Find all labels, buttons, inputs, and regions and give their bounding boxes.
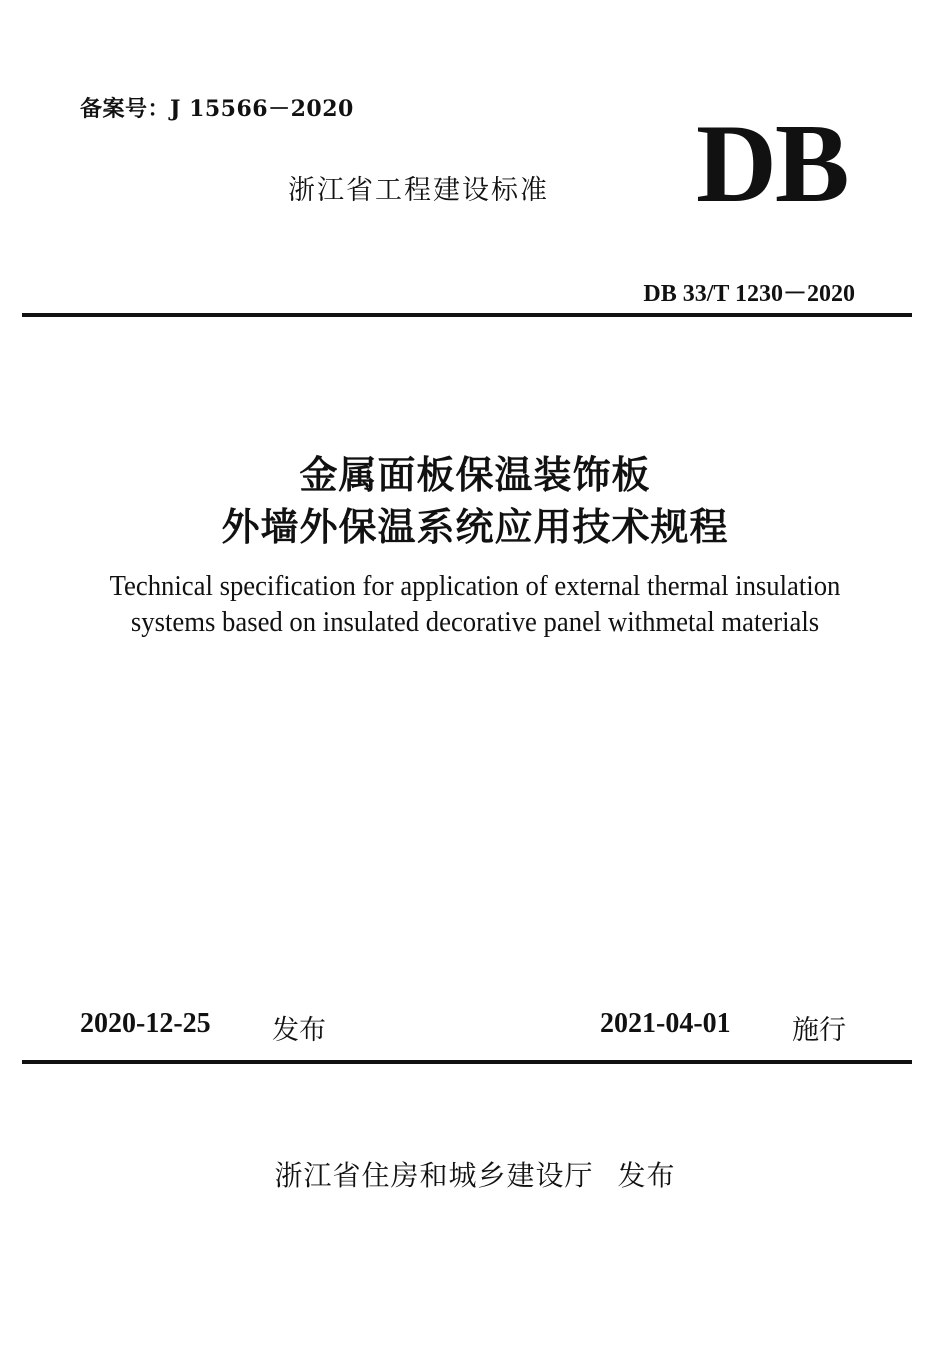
publisher-name: 浙江省住房和城乡建设厅: [274, 1159, 594, 1192]
publish-label: 发布: [617, 1159, 676, 1192]
title-en-line2: systems based on insulated decorative panel withmetal materials: [130, 606, 820, 638]
title-en-line1: Technical specification for application of external thermal insulation: [109, 570, 841, 602]
record-number: 备案号：J 15566－2020: [80, 96, 354, 122]
title-cn-line2: 外墙外保温系统应用技术规程: [221, 505, 729, 549]
top-divider: [22, 313, 912, 317]
issue-label: 发布: [272, 1015, 326, 1046]
publisher-line: [0, 1154, 950, 1194]
db-logo: DB: [696, 102, 848, 226]
title-cn-line1: 金属面板保温装饰板: [299, 453, 651, 497]
standard-type: 浙江省工程建设标准: [288, 175, 549, 206]
bottom-divider: [22, 1060, 912, 1064]
issue-date: 2020-12-25: [80, 1008, 211, 1039]
implement-label: 施行: [792, 1015, 846, 1046]
implement-date: 2021-04-01: [600, 1008, 731, 1039]
standard-code: DB 33/T 1230－2020: [643, 281, 855, 307]
